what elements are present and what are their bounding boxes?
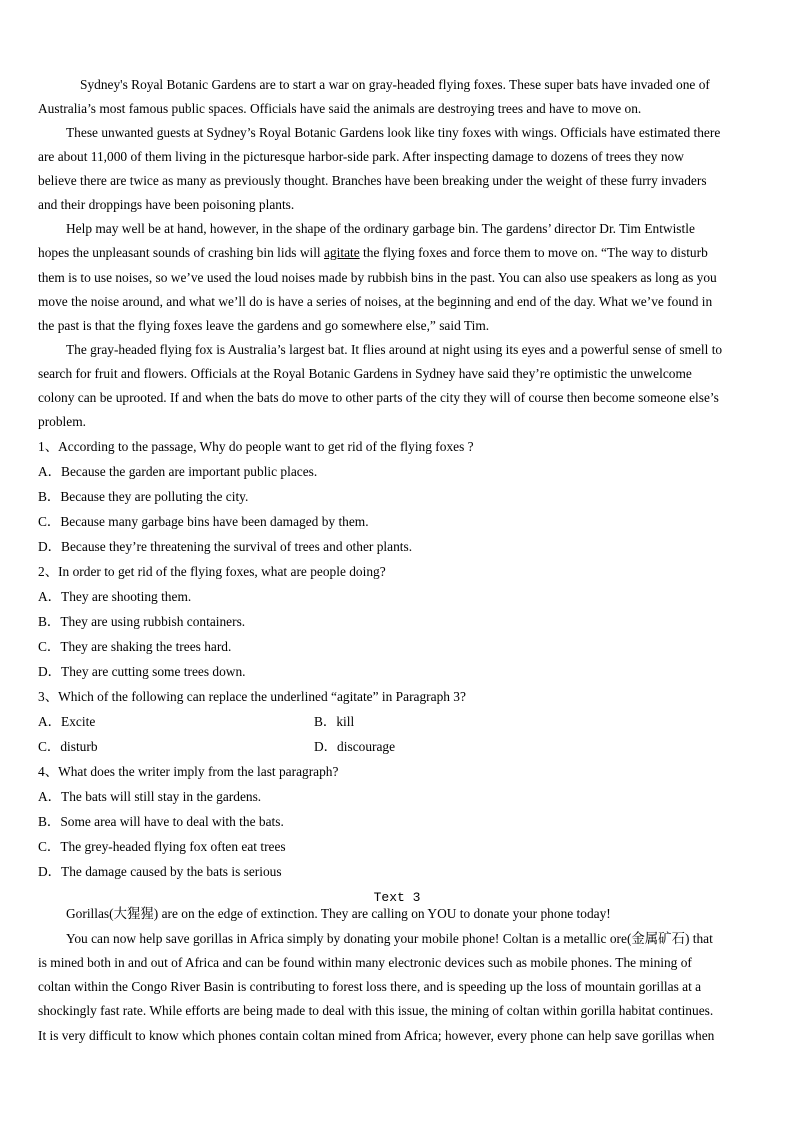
option-4a: A．The bats will still stay in the gardens. — [38, 789, 262, 804]
option-3a: A．Excite — [38, 714, 96, 729]
passage-line — [38, 245, 708, 261]
option-1d: D．Because they’re threatening the survival of trees and other plants. — [38, 539, 413, 554]
passage-line: coltan within the Congo River Basin is contributing to forest loss there, and is speeding up the loss of mountain gorillas at a — [38, 979, 702, 994]
option-2d: D．They are cutting some trees down. — [38, 664, 246, 679]
text-span: hopes the unpleasant sounds of crashing bin lids will — [38, 245, 325, 260]
passage-line: The gray-headed flying fox is Australia’s largest bat. It flies around at night using its eyes and a powerful sense of smell to — [66, 342, 723, 357]
option-1b: B．Because they are polluting the city. — [38, 489, 249, 504]
passage-line: It is very difficult to know which phones contain coltan mined from Africa; however, every phone can help save gorillas when — [38, 1028, 715, 1043]
passage-line: colony can be uprooted. If and when the bats do move to other parts of the city they will of course then become someone else’s — [38, 390, 719, 405]
option-3d: D．discourage — [314, 739, 396, 754]
option-1a: A．Because the garden are important public places. — [38, 464, 318, 479]
passage-line: Gorillas(大猩猩) are on the edge of extinction. They are calling on YOU to donate your phone today! — [66, 906, 611, 921]
passage-line: move the noise around, and what we’ll do is have a series of noises, at the beginning and end of the day. What we’ve found in — [38, 294, 713, 309]
passage-line: them is to use noises, so we’ve used the loud noises made by rubbish bins in the past. You can also use speakers as long as you — [38, 270, 717, 285]
question-1: 1、According to the passage, Why do people want to get rid of the flying foxes ? — [38, 439, 474, 454]
underlined-word: agitate — [324, 245, 360, 260]
passage-line: Sydney's Royal Botanic Gardens are to start a war on gray-headed flying foxes. These super bats have invaded one of — [80, 77, 710, 92]
passage-line: are about 11,000 of them living in the picturesque harbor-side park. After inspecting damage to dozens of trees they now — [38, 149, 684, 164]
passage-line: Help may well be at hand, however, in the shape of the ordinary garbage bin. The gardens’ director Dr. Tim Entwistle — [66, 221, 695, 236]
question-2: 2、In order to get rid of the flying foxes, what are people doing? — [38, 564, 386, 579]
option-4d: D．The damage caused by the bats is serious — [38, 864, 282, 879]
passage-line: Australia’s most famous public spaces. Officials have said the animals are destroying trees and have to move on. — [38, 101, 642, 116]
passage-line: problem. — [38, 414, 86, 429]
option-2a: A．They are shooting them. — [38, 589, 192, 604]
passage-line: You can now help save gorillas in Africa simply by donating your mobile phone! Coltan is a metallic ore(金属矿石) that — [66, 931, 713, 946]
passage-line: search for fruit and flowers. Officials at the Royal Botanic Gardens in Sydney have said they’re optimistic the unwelcome — [38, 366, 692, 381]
question-3: 3、Which of the following can replace the underlined “agitate” in Paragraph 3? — [38, 689, 466, 704]
passage-line: is mined both in and out of Africa and can be found within many electronic devices such as mobile phones. The mining of — [38, 955, 692, 970]
passage-line: shockingly fast rate. While efforts are being made to deal with this issue, the mining of coltan within gorilla habitat continues. — [38, 1003, 714, 1018]
option-1c: C．Because many garbage bins have been damaged by them. — [38, 514, 369, 529]
option-2c: C．They are shaking the trees hard. — [38, 639, 232, 654]
option-2b: B．They are using rubbish containers. — [38, 614, 246, 629]
passage-line: believe there are twice as many as previously thought. Branches have been breaking under the weight of these furry invaders — [38, 173, 707, 188]
question-4: 4、What does the writer imply from the last paragraph? — [38, 764, 339, 779]
option-4b: B．Some area will have to deal with the bats. — [38, 814, 284, 829]
passage-line: the past is that the flying foxes leave the gardens and go somewhere else,” said Tim. — [38, 318, 490, 333]
section-title: Text 3 — [373, 890, 421, 905]
option-3c: C．disturb — [38, 739, 98, 754]
option-3b: B．kill — [314, 714, 355, 729]
option-4c: C．The grey-headed flying fox often eat trees — [38, 839, 286, 854]
passage-line: These unwanted guests at Sydney’s Royal Botanic Gardens look like tiny foxes with wings. Officials have estimated there — [66, 125, 721, 140]
text-span: the flying foxes and force them to move on. “The way to disturb — [359, 245, 708, 260]
passage-line: and their droppings have been poisoning plants. — [38, 197, 295, 212]
